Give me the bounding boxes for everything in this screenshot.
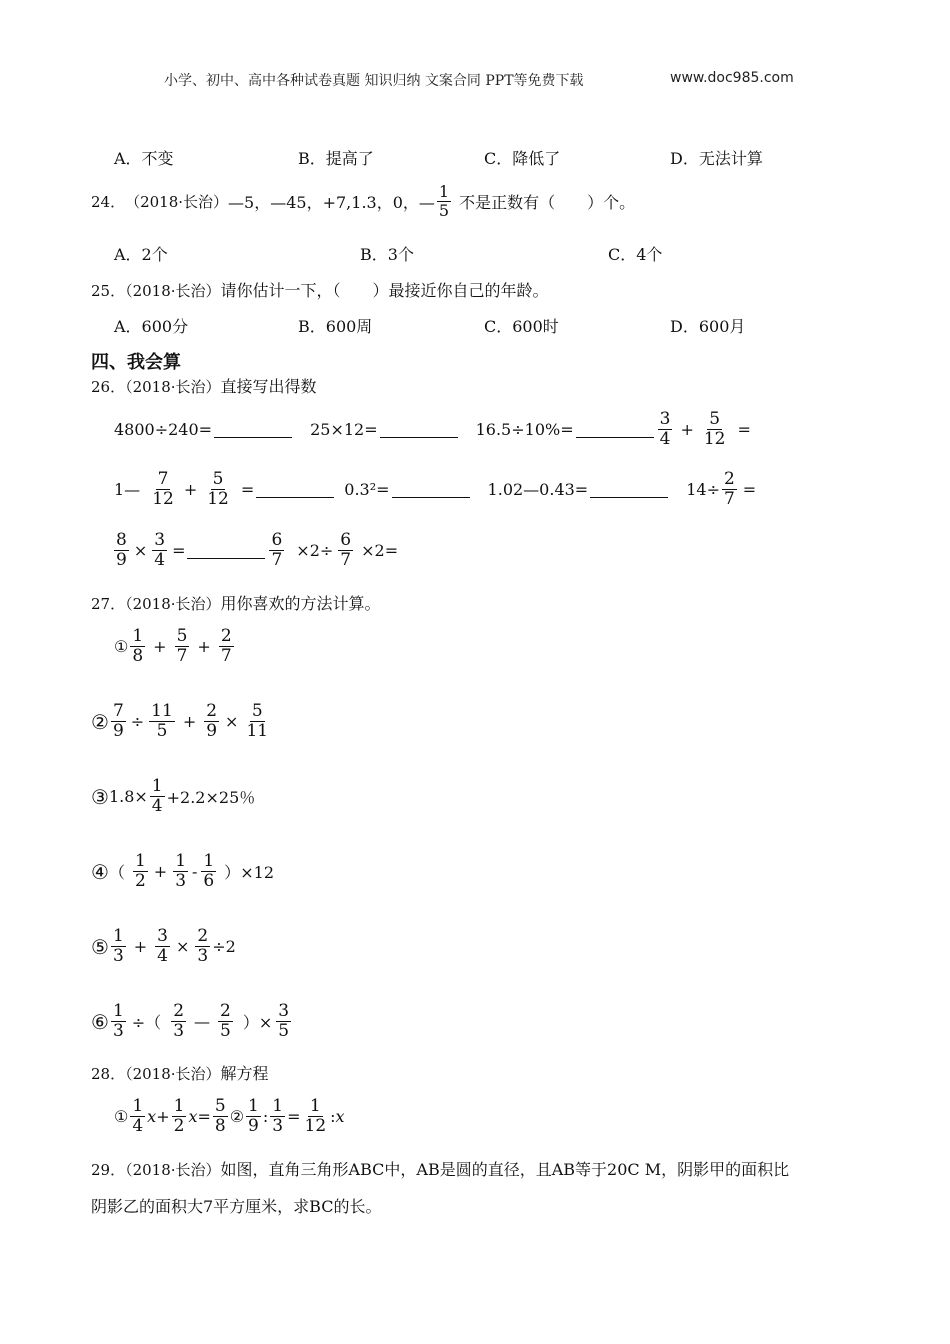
math-text: = xyxy=(172,541,186,560)
fraction xyxy=(150,777,165,816)
fraction-denominator: 12 xyxy=(304,1116,327,1136)
header-banner: 小学、初中、高中各种试卷真题 知识归纳 文案合同 PPT等免费下载 xyxy=(164,73,584,89)
fraction xyxy=(172,1097,187,1136)
fraction xyxy=(152,531,167,570)
math-text: + xyxy=(133,937,148,956)
q23-option-d: D．无法计算 xyxy=(670,149,763,168)
math-text: 1.02—0.43= xyxy=(487,480,589,499)
q24-stem xyxy=(91,183,635,220)
fraction xyxy=(111,702,126,741)
fraction xyxy=(171,1002,186,1041)
fraction-numerator: 1 xyxy=(203,851,215,871)
q27-part-1 xyxy=(114,627,236,666)
section-heading: 四、我会算 xyxy=(91,352,181,373)
header-url: www.doc985.com xyxy=(670,70,794,86)
fraction-numerator: 7 xyxy=(112,701,124,721)
math-text: = xyxy=(742,480,757,499)
q23-option-c: C．降低了 xyxy=(484,149,561,168)
fraction-denominator: 11 xyxy=(246,721,269,741)
math-text: ）× xyxy=(242,1013,273,1032)
answer-blank[interactable] xyxy=(214,421,292,438)
math-text: ÷ xyxy=(130,712,145,731)
fraction xyxy=(269,531,284,570)
math-text: 25×12= xyxy=(310,420,378,439)
math-text: 如图，直角三角形ABC中，AB是圆的直径，且AB等于20C M，阴影甲的面积比 xyxy=(220,1160,790,1179)
q28-stem xyxy=(91,1061,269,1084)
math-text: （2018·长治） xyxy=(125,378,221,396)
q24-source: （2018·长治） xyxy=(125,193,229,211)
fraction-numerator: 3 xyxy=(278,1001,290,1021)
q24-fraction xyxy=(437,183,451,220)
fraction-numerator: 2 xyxy=(220,626,232,646)
q23-option-a: A．不变 xyxy=(114,149,174,168)
fraction-numerator: 1 xyxy=(173,1096,185,1116)
math-text: ② xyxy=(229,1107,245,1126)
q28-equations xyxy=(114,1097,345,1136)
math-text: 28． xyxy=(91,1065,126,1083)
math-text: （ xyxy=(108,863,125,882)
fraction-denominator: 7 xyxy=(176,646,188,666)
fraction-denominator: 4 xyxy=(151,796,163,816)
math-text: 解方程 xyxy=(220,1064,269,1083)
math-text: x= xyxy=(188,1107,211,1126)
math-text: + xyxy=(680,420,694,439)
q27-part-2 xyxy=(91,702,272,741)
fraction-numerator: 1 xyxy=(134,851,146,871)
math-text: 16.5÷10%= xyxy=(475,420,574,439)
math-text: ×2= xyxy=(361,541,399,560)
fraction-denominator: 3 xyxy=(272,1116,284,1136)
fraction-denominator: 8 xyxy=(214,1116,226,1136)
fraction xyxy=(133,852,148,891)
fraction-denominator: 4 xyxy=(154,550,166,570)
math-text: ÷2 xyxy=(212,937,236,956)
q24-number: 24． xyxy=(91,193,126,211)
fraction xyxy=(218,1002,233,1041)
fraction xyxy=(150,470,176,509)
fraction-denominator: 5 xyxy=(220,1021,231,1041)
math-text: ⑤ xyxy=(91,934,109,959)
fraction-numerator: 2 xyxy=(173,1001,185,1021)
fraction-numerator: 8 xyxy=(116,530,127,550)
fraction xyxy=(338,531,353,570)
answer-blank[interactable] xyxy=(392,481,470,498)
fraction xyxy=(276,1002,291,1041)
fraction xyxy=(175,627,190,666)
fraction xyxy=(702,410,728,449)
math-text: 0.3²= xyxy=(344,480,390,499)
fraction-numerator: 5 xyxy=(214,1096,226,1116)
q25-stem xyxy=(91,278,549,301)
fraction-denominator: 4 xyxy=(659,429,671,449)
q24-tail: 不是正数有（ ）个。 xyxy=(459,193,636,212)
math-text: + xyxy=(183,480,198,499)
fraction-numerator: 3 xyxy=(154,530,166,550)
fraction-numerator: 7 xyxy=(157,469,169,489)
answer-blank[interactable] xyxy=(380,421,458,438)
math-text: 14÷ xyxy=(686,480,720,499)
fraction xyxy=(722,470,737,509)
answer-blank[interactable] xyxy=(187,542,265,559)
answer-blank[interactable] xyxy=(590,481,668,498)
q24-option-c: C．4个 xyxy=(608,245,663,264)
q26-stem xyxy=(91,374,317,397)
fraction-numerator: 6 xyxy=(271,530,283,550)
q25-option-a: A．600分 xyxy=(114,317,189,336)
fraction-numerator: 6 xyxy=(340,530,352,550)
fraction-numerator: 2 xyxy=(220,1001,231,1021)
q24-lead: —5，—45，+7,1.3，0，— xyxy=(228,193,435,212)
math-text: - xyxy=(192,862,198,881)
math-text: + xyxy=(153,637,167,656)
math-text: +2.2×25％ xyxy=(166,788,256,807)
fraction xyxy=(173,852,188,891)
fraction-denominator: 7 xyxy=(723,489,735,509)
fraction xyxy=(130,627,145,666)
q24-option-a: A．2个 xyxy=(114,245,168,264)
math-text: （2018·长治） xyxy=(125,595,221,613)
math-text: 1.8× xyxy=(108,787,148,806)
math-text: — xyxy=(194,1012,211,1031)
math-text: 26． xyxy=(91,378,126,396)
math-text: : xyxy=(330,1107,336,1126)
fraction xyxy=(155,927,170,966)
answer-blank[interactable] xyxy=(256,481,334,498)
fraction-numerator: 2 xyxy=(206,701,218,721)
fraction-numerator: 3 xyxy=(157,926,168,946)
fraction-numerator: 5 xyxy=(709,409,721,429)
fraction-denominator: 4 xyxy=(132,1116,144,1136)
q29-stem-line-1 xyxy=(91,1157,789,1180)
math-text: + xyxy=(197,637,211,656)
math-text: + xyxy=(182,712,197,731)
fraction xyxy=(244,702,270,741)
q24-option-b: B．3个 xyxy=(360,245,414,264)
answer-blank[interactable] xyxy=(576,421,654,438)
math-text: ×2÷ xyxy=(296,541,334,560)
math-text: ① xyxy=(114,1107,129,1126)
fraction-numerator: 3 xyxy=(659,409,671,429)
math-text: × xyxy=(176,937,190,956)
fraction-denominator: 7 xyxy=(340,550,352,570)
fraction-denominator: 2 xyxy=(134,871,146,891)
fraction xyxy=(111,927,126,966)
fraction xyxy=(195,927,210,966)
math-text: : xyxy=(262,1107,269,1126)
fraction-denominator: 3 xyxy=(112,946,124,966)
math-text: = xyxy=(287,1107,301,1126)
fraction-denominator: 9 xyxy=(206,721,218,741)
fraction xyxy=(204,702,219,741)
fraction xyxy=(219,627,234,666)
fraction-numerator: 1 xyxy=(132,626,144,646)
math-text: ÷（ xyxy=(131,1013,162,1032)
fraction-denominator: 12 xyxy=(703,429,726,449)
fraction xyxy=(213,1097,228,1136)
fraction xyxy=(270,1097,285,1136)
math-text: 用你喜欢的方法计算。 xyxy=(220,594,381,613)
fraction-denominator: 9 xyxy=(248,1116,259,1136)
q27-stem xyxy=(91,591,381,614)
fraction-denominator: 6 xyxy=(203,871,215,891)
q26-row-2 xyxy=(114,470,756,509)
fraction-denominator: 5 xyxy=(438,201,450,220)
fraction-denominator: 2 xyxy=(173,1116,185,1136)
q27-part-4 xyxy=(91,852,274,891)
fraction-numerator: 1 xyxy=(438,182,450,201)
q23-option-b: B．提高了 xyxy=(298,149,374,168)
q29-stem-line-2: 阴影乙的面积大7平方厘米，求BC的长。 xyxy=(91,1197,382,1216)
fraction-denominator: 7 xyxy=(271,550,283,570)
fraction-denominator: 7 xyxy=(220,646,232,666)
fraction-numerator: 11 xyxy=(151,701,173,721)
q25-option-d: D．600月 xyxy=(670,317,746,336)
math-text: ② xyxy=(91,709,109,734)
math-text: （2018·长治） xyxy=(125,1065,221,1083)
q26-row-3 xyxy=(112,531,398,570)
math-text: x+ xyxy=(147,1107,170,1126)
fraction xyxy=(201,852,216,891)
math-text: 29． xyxy=(91,1161,126,1179)
q25-option-b: B．600周 xyxy=(298,317,373,336)
fraction-denominator: 5 xyxy=(156,721,168,741)
q27-part-5 xyxy=(91,927,236,966)
fraction xyxy=(303,1097,329,1136)
fraction-numerator: 5 xyxy=(176,626,188,646)
q25-source: （2018·长治） xyxy=(125,282,221,300)
fraction-numerator: 1 xyxy=(112,1001,124,1021)
math-text: + xyxy=(153,862,168,881)
math-text: × xyxy=(133,541,148,560)
fraction-denominator: 12 xyxy=(152,489,174,509)
fraction-numerator: 1 xyxy=(309,1096,321,1116)
q27-part-6 xyxy=(91,1002,293,1041)
math-text: ）×12 xyxy=(224,863,275,882)
fraction-numerator: 5 xyxy=(251,701,263,721)
fraction xyxy=(246,1097,261,1136)
math-text: = xyxy=(240,480,255,499)
fraction-denominator: 5 xyxy=(278,1021,290,1041)
math-text: ③ xyxy=(91,784,109,809)
q25-number: 25． xyxy=(91,282,126,300)
math-text: 1— xyxy=(114,480,141,499)
fraction xyxy=(149,702,175,741)
fraction-denominator: 9 xyxy=(116,550,127,570)
q25-text: 请你估计一下，（ ）最接近你自己的年龄。 xyxy=(220,281,549,300)
fraction xyxy=(658,410,673,449)
fraction-denominator: 3 xyxy=(173,1021,185,1041)
fraction xyxy=(205,470,231,509)
math-text: （2018·长治） xyxy=(125,1161,221,1179)
fraction-numerator: 5 xyxy=(212,469,224,489)
fraction-numerator: 1 xyxy=(112,926,124,946)
fraction xyxy=(114,531,129,570)
fraction-numerator: 2 xyxy=(197,926,209,946)
math-text: 直接写出得数 xyxy=(220,377,317,396)
fraction-denominator: 3 xyxy=(197,946,209,966)
fraction-denominator: 9 xyxy=(112,721,124,741)
fraction-numerator: 1 xyxy=(132,1096,144,1116)
math-text: = xyxy=(737,420,751,439)
fraction-denominator: 12 xyxy=(207,489,229,509)
math-text: ⑥ xyxy=(91,1009,109,1034)
fraction-numerator: 1 xyxy=(175,851,187,871)
math-text: x xyxy=(335,1107,345,1126)
q25-option-c: C．600时 xyxy=(484,317,559,336)
math-text: × xyxy=(225,712,239,731)
fraction-denominator: 3 xyxy=(112,1021,124,1041)
fraction-denominator: 3 xyxy=(175,871,187,891)
math-text: ① xyxy=(114,637,129,656)
fraction-numerator: 1 xyxy=(248,1096,259,1116)
fraction xyxy=(111,1002,126,1041)
q26-row-1 xyxy=(114,410,751,449)
fraction xyxy=(130,1097,145,1136)
fraction-numerator: 1 xyxy=(151,776,163,796)
math-text: 27． xyxy=(91,595,126,613)
q27-part-3 xyxy=(91,777,255,816)
fraction-denominator: 4 xyxy=(157,946,168,966)
fraction-numerator: 2 xyxy=(723,469,735,489)
fraction-numerator: 1 xyxy=(272,1096,284,1116)
math-text: ④ xyxy=(91,859,109,884)
fraction-denominator: 8 xyxy=(132,646,144,666)
math-text: 4800÷240= xyxy=(114,420,213,439)
